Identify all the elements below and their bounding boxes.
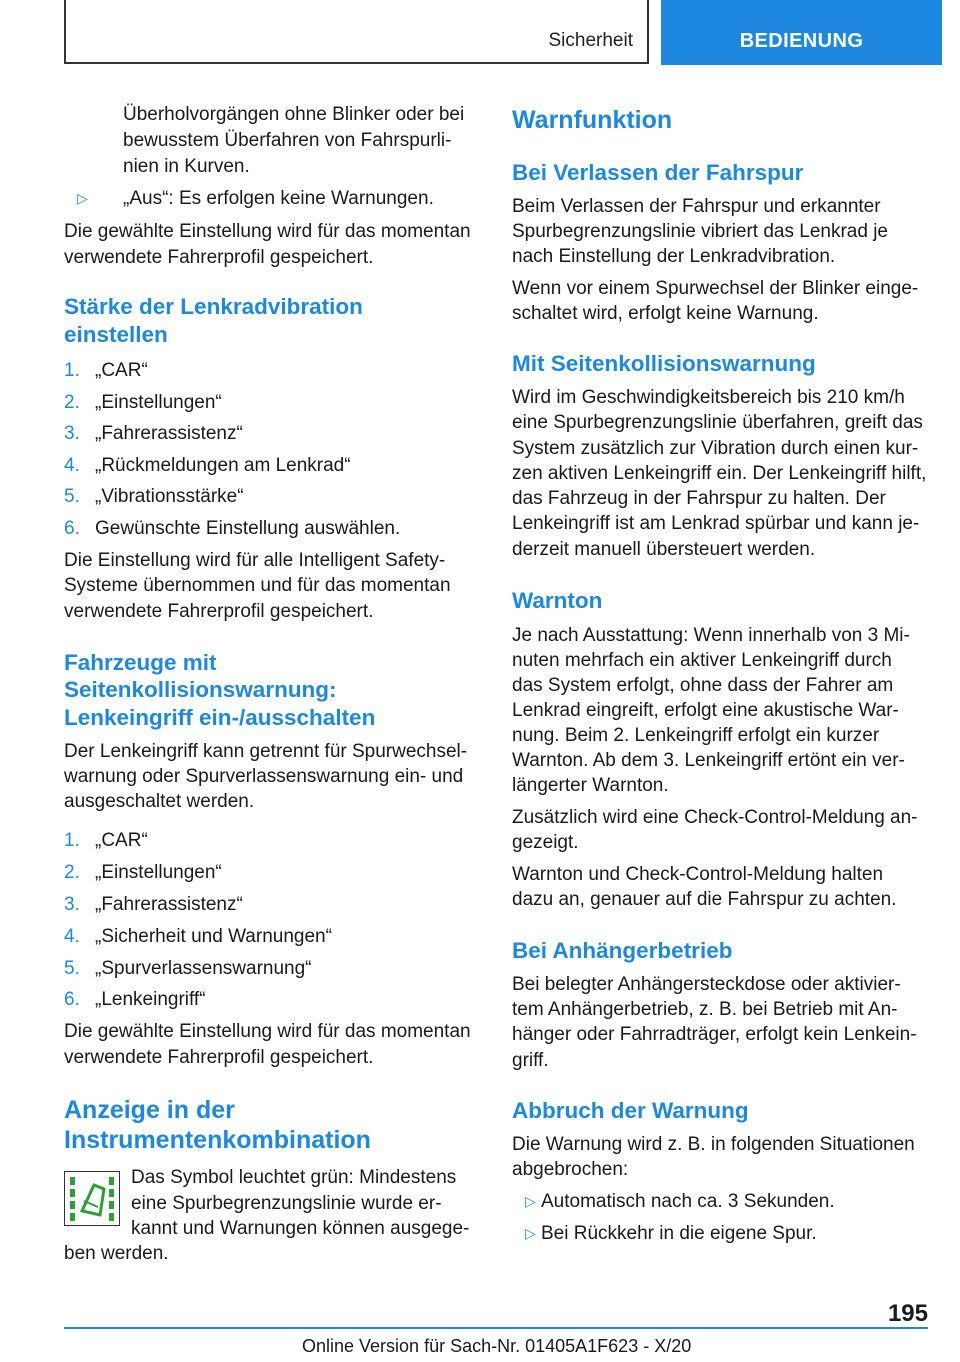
heading-fahrzeuge: Lenkeingriff ein-/ausschalten	[64, 705, 376, 730]
heading-anzeige: Anzeige in der	[64, 1096, 235, 1124]
footer-version-text: Online Version für Sach-Nr. 01405A1F623 - X/20	[302, 1336, 692, 1356]
paragraph-safety: verwendete Fahrerprofil gespeichert.	[64, 601, 374, 622]
paragraph-achten: Warnton und Check-Control-Meldung halten	[512, 864, 884, 885]
paragraph-seitenkollision: Wird im Geschwindigkeitsbereich bis 210 km/h	[512, 387, 905, 408]
symbol-description-end: ben werden.	[64, 1243, 169, 1264]
step-text: „Einstellungen“	[95, 392, 222, 413]
bullet-triangle-icon: ▷	[77, 190, 88, 206]
symbol-description: Das Symbol leuchtet grün: Mindestens	[131, 1167, 457, 1188]
step-text: „CAR“	[95, 360, 148, 381]
bullet-triangle-icon: ▷	[525, 1225, 536, 1241]
paragraph-profile: Die gewählte Einstellung wird für das momentan	[64, 1021, 471, 1042]
step-number: 5.	[64, 486, 80, 507]
step-text: Gewünschte Einstellung auswählen.	[95, 518, 401, 539]
paragraph-safety: Die Einstellung wird für alle Intelligent Safety-	[64, 550, 446, 571]
paragraph-checkcontrol: Zusätzlich wird eine Check-Control-Meldung an-	[512, 807, 918, 828]
paragraph-blinker: Wenn vor einem Spurwechsel der Blinker einge-	[512, 278, 919, 299]
step-number: 3.	[64, 423, 80, 444]
paragraph-anhaenger: tem Anhängerbetrieb, z. B. bei Betrieb mit An-	[512, 999, 898, 1020]
paragraph-lenkeingriff: Der Lenkeingriff kann getrennt für Spurwechsel-	[64, 741, 468, 762]
paragraph-lenkeingriff: ausgeschaltet werden.	[64, 791, 255, 812]
paragraph-verlassen: Spurbegrenzungslinie vibriert das Lenkrad je	[512, 221, 889, 242]
paragraph-warnton: nuten mehrfach ein aktiver Lenkeingriff durch	[512, 650, 892, 671]
step-number: 4.	[64, 455, 80, 476]
page-number: 195	[887, 1300, 928, 1327]
header-section-tab	[64, 0, 649, 64]
symbol-description: kannt und Warnungen können ausgege-	[131, 1218, 470, 1239]
heading-warnfunktion: Warnfunktion	[512, 106, 673, 134]
header-chapter-tab	[661, 0, 942, 65]
intro-cont-line: nien in Kurven.	[123, 156, 250, 177]
paragraph-seitenkollision: System zusätzlich zur Vibration durch einen kur-	[512, 438, 919, 459]
paragraph-verlassen: nach Einstellung der Lenkradvibration.	[512, 246, 836, 267]
step-number: 4.	[64, 926, 80, 947]
heading-anhaenger: Bei Anhängerbetrieb	[512, 938, 733, 963]
symbol-description: eine Spurbegrenzungslinie wurde er-	[131, 1193, 442, 1214]
step-number: 6.	[64, 518, 80, 539]
paragraph-blinker: schaltet wird, erfolgt keine Warnung.	[512, 303, 819, 324]
intro-cont-line: Überholvorgängen ohne Blinker oder bei	[123, 104, 465, 125]
header-section-title: Sicherheit	[548, 30, 633, 51]
paragraph-verlassen: Beim Verlassen der Fahrspur und erkannter	[512, 196, 881, 217]
step-text: „Fahrerassistenz“	[95, 894, 243, 915]
paragraph-anhaenger: griff.	[512, 1050, 549, 1071]
paragraph-warnton: längerter Warnton.	[512, 775, 669, 796]
lane-assist-icon	[64, 1171, 120, 1226]
paragraph-safety: Systeme übernommen und für das momentan	[64, 575, 451, 596]
paragraph-abbruch: abgebrochen:	[512, 1159, 629, 1180]
paragraph-checkcontrol: gezeigt.	[512, 832, 579, 853]
paragraph-seitenkollision: das Fahrzeug in der Fahrspur zu halten. Der	[512, 488, 886, 509]
footer-divider	[64, 1327, 928, 1329]
paragraph-seitenkollision: zen aktiven Lenkeingriff ein. Der Lenkeingriff hilft,	[512, 463, 927, 484]
step-number: 6.	[64, 989, 80, 1010]
heading-fahrzeuge: Seitenkollisionswarnung:	[64, 677, 337, 702]
paragraph-warnton: das System erfolgt, ohne dass der Fahrer am	[512, 675, 894, 696]
bullet-triangle-icon: ▷	[525, 1193, 536, 1209]
step-number: 3.	[64, 894, 80, 915]
step-text: „Einstellungen“	[95, 862, 222, 883]
step-number: 1.	[64, 830, 80, 851]
paragraph-seitenkollision: Lenkeingriff ist am Lenkrad spürbar und kann je-	[512, 513, 920, 534]
heading-seitenkollision: Mit Seitenkollisionswarnung	[512, 351, 816, 376]
step-text: „Rückmeldungen am Lenkrad“	[95, 455, 351, 476]
heading-abbruch: Abbruch der Warnung	[512, 1098, 749, 1123]
step-text: „Fahrerassistenz“	[95, 423, 243, 444]
heading-staerke: einstellen	[64, 322, 168, 347]
step-number: 2.	[64, 862, 80, 883]
heading-fahrzeuge: Fahrzeuge mit	[64, 650, 217, 675]
step-text: „Vibrationsstärke“	[95, 486, 244, 507]
paragraph-lenkeingriff: warnung oder Spurverlassenswarnung ein- und	[64, 766, 464, 787]
paragraph-profile: verwendete Fahrerprofil gespeichert.	[64, 1047, 374, 1068]
bullet-abbruch: Automatisch nach ca. 3 Sekunden.	[541, 1191, 835, 1212]
heading-staerke: Stärke der Lenkradvibration	[64, 294, 363, 319]
paragraph-warnton: Warnton. Ab dem 3. Lenkeingriff ertönt ein ver-	[512, 750, 905, 771]
step-text: „CAR“	[95, 830, 148, 851]
step-text: „Spurverlassenswarnung“	[95, 958, 312, 979]
step-text: „Sicherheit und Warnungen“	[95, 926, 332, 947]
paragraph-achten: dazu an, genauer auf die Fahrspur zu achten.	[512, 889, 897, 910]
step-text: „Lenkeingriff“	[95, 989, 206, 1010]
heading-warnton: Warnton	[512, 588, 603, 613]
paragraph-abbruch: Die Warnung wird z. B. in folgenden Situationen	[512, 1134, 915, 1155]
bullet-abbruch: Bei Rückkehr in die eigene Spur.	[541, 1223, 817, 1244]
step-number: 2.	[64, 392, 80, 413]
bullet-aus: „Aus“: Es erfolgen keine Warnungen.	[123, 188, 434, 209]
step-number: 1.	[64, 360, 80, 381]
paragraph-warnton: Je nach Ausstattung: Wenn innerhalb von 3 Mi-	[512, 625, 910, 646]
step-number: 5.	[64, 958, 80, 979]
paragraph-warnton: Lenkrad eingreift, erfolgt eine akustische War-	[512, 700, 899, 721]
paragraph-profile: Die gewählte Einstellung wird für das momentan	[64, 221, 471, 242]
paragraph-anhaenger: hänger oder Fahrradträger, erfolgt kein Lenkein-	[512, 1024, 917, 1045]
paragraph-seitenkollision: derzeit manuell übersteuert werden.	[512, 539, 816, 560]
paragraph-anhaenger: Bei belegter Anhängersteckdose oder aktivier-	[512, 974, 901, 995]
paragraph-seitenkollision: eine Spurbegrenzungslinie überfahren, greift das	[512, 412, 923, 433]
paragraph-warnton: nung. Beim 2. Lenkeingriff erfolgt ein kurzer	[512, 725, 880, 746]
paragraph-profile: verwendete Fahrerprofil gespeichert.	[64, 247, 374, 268]
header-chapter-title: BEDIENUNG	[739, 30, 864, 52]
heading-verlassen: Bei Verlassen der Fahrspur	[512, 160, 804, 185]
heading-anzeige: Instrumentenkombination	[64, 1126, 371, 1154]
intro-cont-line: bewusstem Überfahren von Fahrspurli-	[123, 130, 452, 151]
